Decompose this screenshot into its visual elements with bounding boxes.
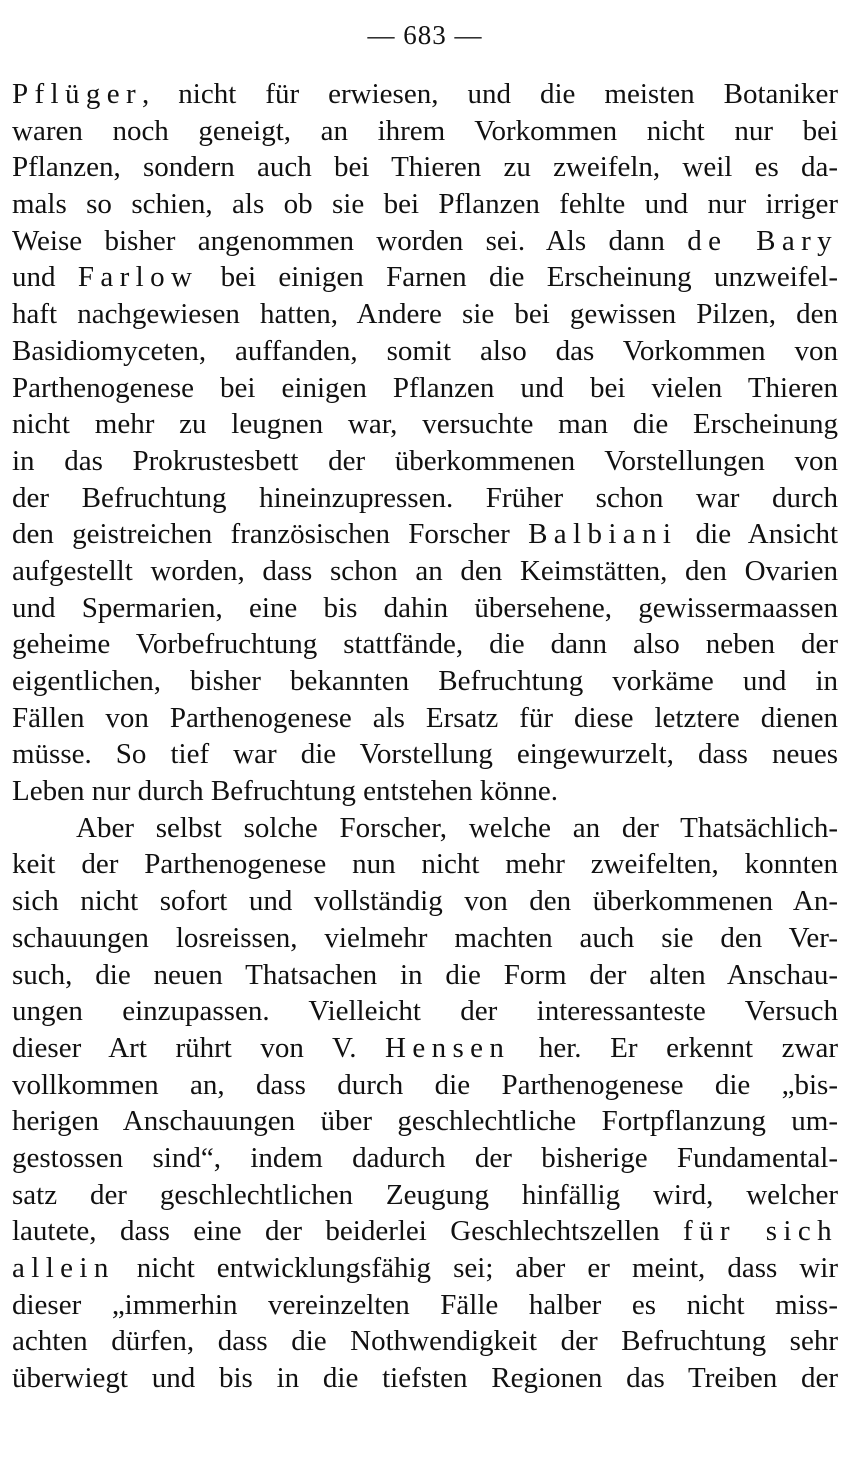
text-line (12, 920, 838, 957)
text-line (12, 516, 838, 553)
text-line (12, 1250, 838, 1287)
text-line (12, 1360, 838, 1397)
text-line (12, 957, 838, 994)
spaced-name: Hensen (385, 1031, 511, 1064)
text-segment: eigentlichen, bisher bekannten Befruchtung vorkäme und in (12, 665, 838, 697)
text-segment: die Ansicht (677, 518, 838, 551)
text-line (12, 1103, 838, 1140)
text-segment: vollkommen an, dass durch die Parthenogenese die „bis- (12, 1068, 838, 1101)
text-segment: aufgestellt worden, dass schon an den Keimstätten, den Ovarien (12, 554, 838, 587)
spaced-name: Farlow (77, 261, 199, 294)
text-line (12, 1213, 838, 1250)
text-line (12, 149, 838, 186)
text-segment: Aber selbst solche Forscher, welche an der Thatsächlich- (76, 811, 838, 844)
text-line (12, 333, 838, 370)
text-segment: herigen Anschauungen über geschlechtliche Fortpflanzung um- (12, 1105, 838, 1138)
text-segment: nicht entwicklungsfähig sei; aber er meint, dass wir (114, 1252, 838, 1284)
text-segment: her. Er erkennt zwar (510, 1031, 838, 1064)
text-line (12, 480, 838, 517)
text-line (12, 1030, 838, 1067)
text-line (12, 626, 838, 663)
text-segment: waren noch geneigt, an ihrem Vorkommen nicht nur bei (12, 114, 838, 147)
spaced-name: de Bary (687, 224, 838, 257)
spaced-name: Pflüger (12, 78, 143, 110)
spaced-name: allein (12, 1252, 115, 1284)
text-line (12, 810, 838, 847)
text-segment: überwiegt und bis in die tiefsten Regionen das Treiben der (12, 1362, 838, 1395)
text-line (12, 223, 838, 260)
text-line (12, 76, 838, 113)
text-line (12, 553, 838, 590)
text-segment: den geistreichen französischen Forscher (12, 518, 529, 551)
text-segment: und Spermarien, eine bis dahin übersehene, gewissermaassen (12, 591, 838, 624)
text-segment: lautete, dass eine der beiderlei Geschlechtszellen (12, 1215, 684, 1248)
text-line (12, 370, 838, 407)
text-line (12, 296, 838, 333)
text-line (12, 113, 838, 150)
text-line (12, 846, 838, 883)
text-line (12, 663, 838, 700)
text-segment: ungen einzupassen. Vielleicht der interessanteste Versuch (12, 995, 838, 1028)
text-line (12, 993, 838, 1030)
text-line (12, 1177, 838, 1214)
text-segment: haft nachgewiesen hatten, Andere sie bei gewissen Pilzen, den (12, 298, 838, 331)
text-segment: Pflanzen, sondern auch bei Thieren zu zweifeln, weil es da- (12, 151, 838, 184)
text-segment: dieser „immerhin vereinzelten Fälle halber es nicht miss- (12, 1288, 838, 1321)
text-line (12, 1323, 838, 1360)
text-segment: müsse. So tief war die Vorstellung eingewurzelt, dass neues (12, 738, 838, 771)
spaced-name: für sich (683, 1215, 838, 1248)
body-text (12, 76, 838, 1397)
text-line (12, 1140, 838, 1177)
text-segment: , nicht für erwiesen, und die meisten Botaniker (142, 78, 838, 110)
text-segment: der Befruchtung hineinzupressen. Früher schon war durch (12, 481, 838, 514)
text-line (12, 406, 838, 443)
text-segment: in das Prokrustesbett der überkommenen Vorstellungen von (12, 444, 838, 477)
text-segment: such, die neuen Thatsachen in die Form der alten Anschau- (12, 958, 838, 991)
text-line (12, 773, 838, 810)
text-line (12, 1287, 838, 1324)
page-number: — 683 — (367, 20, 483, 50)
text-segment: gestossen sind“, indem dadurch der bisherige Fundamental- (12, 1141, 838, 1174)
text-segment: geheime Vorbefruchtung stattfände, die dann also neben der (12, 628, 838, 661)
text-line (12, 186, 838, 223)
text-line (12, 259, 838, 296)
spaced-name: Balbiani (528, 518, 678, 551)
text-line (12, 590, 838, 627)
text-line (12, 700, 838, 737)
text-line (12, 1067, 838, 1104)
text-segment: Parthenogenese bei einigen Pflanzen und bei vielen Thieren (12, 371, 838, 404)
text-segment: keit der Parthenogenese nun nicht mehr zweifelten, konnten (12, 848, 838, 881)
text-segment: bei einigen Farnen die Erscheinung unzweifel- (198, 261, 838, 294)
text-segment: mals so schien, als ob sie bei Pflanzen fehlte und nur irriger (12, 188, 838, 221)
text-segment: Weise bisher angenommen worden sei. Als dann (12, 224, 688, 257)
text-segment: Basidiomyceten, auffanden, somit also das Vorkommen von (12, 334, 838, 367)
text-segment: und (12, 261, 78, 294)
text-segment: sich nicht sofort und vollständig von den überkommenen An- (12, 885, 838, 918)
text-line (12, 883, 838, 920)
text-segment: dieser Art rührt von V. (12, 1031, 386, 1064)
text-segment: schauungen losreissen, vielmehr machten auch sie den Ver- (12, 921, 838, 954)
text-segment: nicht mehr zu leugnen war, versuchte man die Erscheinung (12, 408, 838, 441)
text-segment: Fällen von Parthenogenese als Ersatz für diese letztere dienen (12, 701, 838, 734)
text-line (12, 443, 838, 480)
text-segment: achten dürfen, dass die Nothwendigkeit der Befruchtung sehr (12, 1325, 838, 1358)
text-segment: Leben nur durch Befruchtung entstehen könne. (12, 775, 558, 808)
text-segment: satz der geschlechtlichen Zeugung hinfällig wird, welcher (12, 1178, 838, 1211)
text-line (12, 736, 838, 773)
